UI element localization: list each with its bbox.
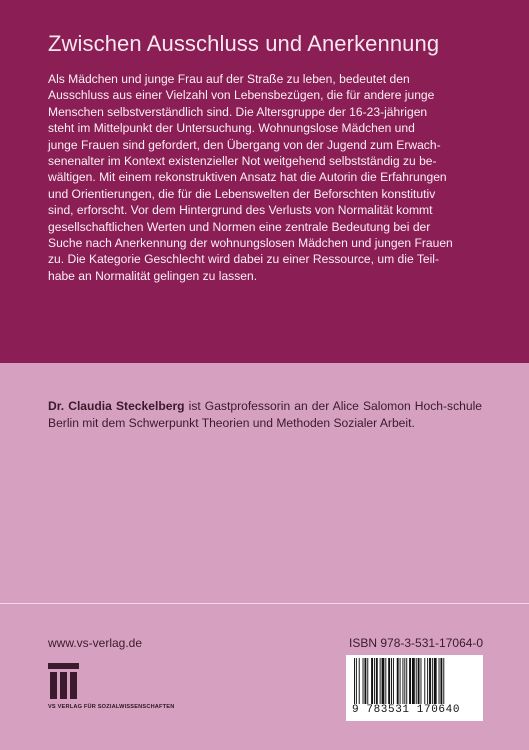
barcode-bar [371,658,373,704]
barcode-bar [397,658,399,704]
barcode-bar [385,658,386,704]
barcode-bar [402,658,403,704]
barcode-bar [367,658,368,704]
barcode-bar [434,658,437,704]
author-name: Dr. Claudia Steckelberg [48,399,185,413]
website-link[interactable]: www.vs-verlag.de [48,636,143,650]
barcode-bar [388,658,390,704]
isbn-label: ISBN 978-3-531-17064-0 [349,636,484,650]
barcode-bar [359,658,360,704]
barcode-bar [354,658,355,704]
barcode-bar [439,658,440,704]
barcode-bar [432,658,433,704]
barcode-bar [374,658,375,704]
barcode-bar [412,658,415,704]
barcode-bar [421,658,422,704]
barcode-bar [363,658,364,704]
barcode-number: 9 783531 170640 [352,704,461,716]
book-title: Zwischen Ausschluss und Anerkennung [48,31,440,56]
barcode-icon [352,658,478,704]
barcode-panel [346,655,483,721]
barcode-bar [424,658,425,704]
barcode-bar [400,658,401,704]
publisher-logo-text: VS VERLAG FÜR SOZIALWISSENSCHAFTEN [48,704,175,710]
book-blurb: Als Mädchen und junge Frau auf der Straße zu leben, bedeutet den Ausschluss aus einer Vielzahl von Lebensbezügen, die für andere junge Menschen selbstverständlich sind. Die Altersgruppe der 16-23-jährigen steht im Mittelpunkt der Untersuchung. Wohnungslose Mädchen und junge Frauen sind gefordert, den Übergang von der Jugend zum Erwach- senenalter im Kontext existenzieller Not weitgehend selbstständig zu be- wältigen. Mit einem rekonstruktiven Ansatz hat die Autorin die Erfahrungen und Orientierungen, die für die Lebenswelten der Beforschten konstitutiv sind, erforscht. Vor dem Hintergrund des Verlusts von Normalität kommt gesellschaftlichen Werten und Normen eine zentrale Bedeutung bei der Suche nach Anerkennung der wohnungslosen Mädchen und jungen Frauen zu. Die Kategorie Geschlecht wird dabei zu einer Ressource, um die Teil- habe an Normalität gelingen zu lassen. [48,72,453,283]
barcode-bar [406,658,407,704]
barcode-bar [364,658,366,704]
divider-line [0,603,529,604]
barcode-bar [416,658,417,704]
barcode-bar [440,658,442,704]
barcode-bar [443,658,444,704]
barcode-bar [429,658,431,704]
barcode-bar [391,658,392,704]
author-bio [48,398,482,431]
vs-verlag-logo-icon [48,663,168,723]
barcode-bar [409,658,411,704]
barcode-bar [393,658,394,704]
barcode-bar [404,658,405,704]
barcode-bar [427,658,428,704]
barcode-bar [356,658,357,704]
barcode-bar [382,658,385,704]
barcode-bar [380,658,381,704]
barcode-bar [418,658,420,704]
author-bio-text: ist Gastprofessorin an der Alice Salomon Hoch-schule Berlin mit dem Schwerpunkt Theorien und Methoden Sozialer Arbeit. [48,399,482,430]
barcode-bar [376,658,378,704]
